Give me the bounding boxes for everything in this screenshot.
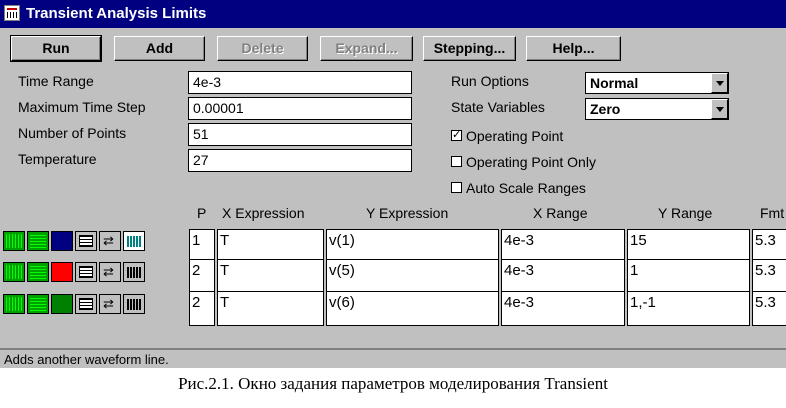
header-fmt: Fmt <box>760 205 785 221</box>
header-x-expression: X Expression <box>222 205 305 221</box>
x-range-cell[interactable]: 4e-3 <box>501 259 625 294</box>
y-range-cell[interactable]: 1,-1 <box>627 291 750 326</box>
color-swatch[interactable] <box>51 231 73 251</box>
color-swatch[interactable] <box>51 262 73 282</box>
fill-style-icon[interactable] <box>27 294 49 314</box>
num-points-field[interactable]: 51 <box>188 123 412 146</box>
header-p: P <box>197 205 207 221</box>
state-variables-value: Zero <box>590 101 621 117</box>
help-button[interactable]: Help... <box>526 36 621 61</box>
figure-caption: Рис.2.1. Окно задания параметров моделирования Transient <box>178 374 608 393</box>
run-options-select[interactable] <box>585 72 729 94</box>
status-text: Adds another waveform line. <box>4 352 169 367</box>
header-y-range: Y Range <box>658 205 713 221</box>
auto-scale-ranges-label: Auto Scale Ranges <box>466 180 586 196</box>
temperature-label: Temperature <box>18 151 97 167</box>
p-cell[interactable]: 1 <box>189 229 215 264</box>
x-expression-cell[interactable]: T <box>217 291 324 326</box>
y-expression-cell[interactable]: v(1) <box>326 229 499 264</box>
checkmark-icon[interactable]: ✓ <box>452 129 462 141</box>
grid-icon[interactable] <box>75 294 97 314</box>
y-range-cell[interactable]: 1 <box>627 259 750 294</box>
run-options-label: Run Options <box>451 73 529 89</box>
p-cell[interactable]: 2 <box>189 291 215 326</box>
delete-button[interactable]: Delete <box>217 36 308 61</box>
app-icon[interactable] <box>4 5 20 21</box>
y-expression-cell[interactable]: v(6) <box>326 291 499 326</box>
status-bar <box>0 348 786 368</box>
waveform-icon[interactable] <box>99 262 121 282</box>
y-range-cell[interactable]: 15 <box>627 229 750 264</box>
x-range-cell[interactable]: 4e-3 <box>501 229 625 264</box>
state-variables-label: State Variables <box>451 99 545 115</box>
run-options-value: Normal <box>590 75 639 91</box>
p-cell[interactable]: 2 <box>189 259 215 294</box>
max-time-step-field[interactable]: 0.00001 <box>188 97 412 120</box>
waveform-icon[interactable] <box>99 231 121 251</box>
expand-button[interactable]: Expand... <box>320 36 413 61</box>
fmt-cell[interactable]: 5.3 <box>752 291 786 326</box>
run-button[interactable]: Run <box>11 36 101 61</box>
line-style-icon[interactable] <box>3 231 25 251</box>
header-x-range: X Range <box>533 205 588 221</box>
checkbox-empty-icon[interactable] <box>451 182 462 193</box>
max-time-step-label: Maximum Time Step <box>18 99 146 115</box>
grid-icon[interactable] <box>75 262 97 282</box>
fill-style-icon[interactable] <box>27 262 49 282</box>
header-y-expression: Y Expression <box>366 205 449 221</box>
chevron-down-icon[interactable] <box>711 99 728 119</box>
color-swatch[interactable] <box>51 294 73 314</box>
fill-style-icon[interactable] <box>27 231 49 251</box>
x-expression-cell[interactable]: T <box>217 229 324 264</box>
stepping-button[interactable]: Stepping... <box>423 36 516 61</box>
line-style-icon[interactable] <box>3 294 25 314</box>
x-expression-cell[interactable]: T <box>217 259 324 294</box>
checkbox-empty-icon[interactable] <box>451 156 462 167</box>
bar-chart-icon[interactable] <box>123 262 145 282</box>
temperature-field[interactable]: 27 <box>188 149 412 172</box>
chevron-down-icon[interactable] <box>711 73 728 93</box>
line-style-icon[interactable] <box>3 262 25 282</box>
operating-point-only-label: Operating Point Only <box>466 154 596 170</box>
add-button[interactable]: Add <box>114 36 205 61</box>
fmt-cell[interactable]: 5.3 <box>752 229 786 264</box>
x-range-cell[interactable]: 4e-3 <box>501 291 625 326</box>
time-range-field[interactable]: 4e-3 <box>188 71 412 94</box>
window-title: Transient Analysis Limits <box>26 5 207 22</box>
waveform-icon[interactable] <box>99 294 121 314</box>
bar-chart-icon[interactable] <box>123 231 145 251</box>
operating-point-label: Operating Point <box>466 128 564 144</box>
state-variables-select[interactable] <box>585 98 729 120</box>
bar-chart-icon[interactable] <box>123 294 145 314</box>
title-bar <box>0 0 786 28</box>
num-points-label: Number of Points <box>18 125 127 141</box>
time-range-label: Time Range <box>18 73 94 89</box>
y-expression-cell[interactable]: v(5) <box>326 259 499 294</box>
grid-icon[interactable] <box>75 231 97 251</box>
fmt-cell[interactable]: 5.3 <box>752 259 786 294</box>
